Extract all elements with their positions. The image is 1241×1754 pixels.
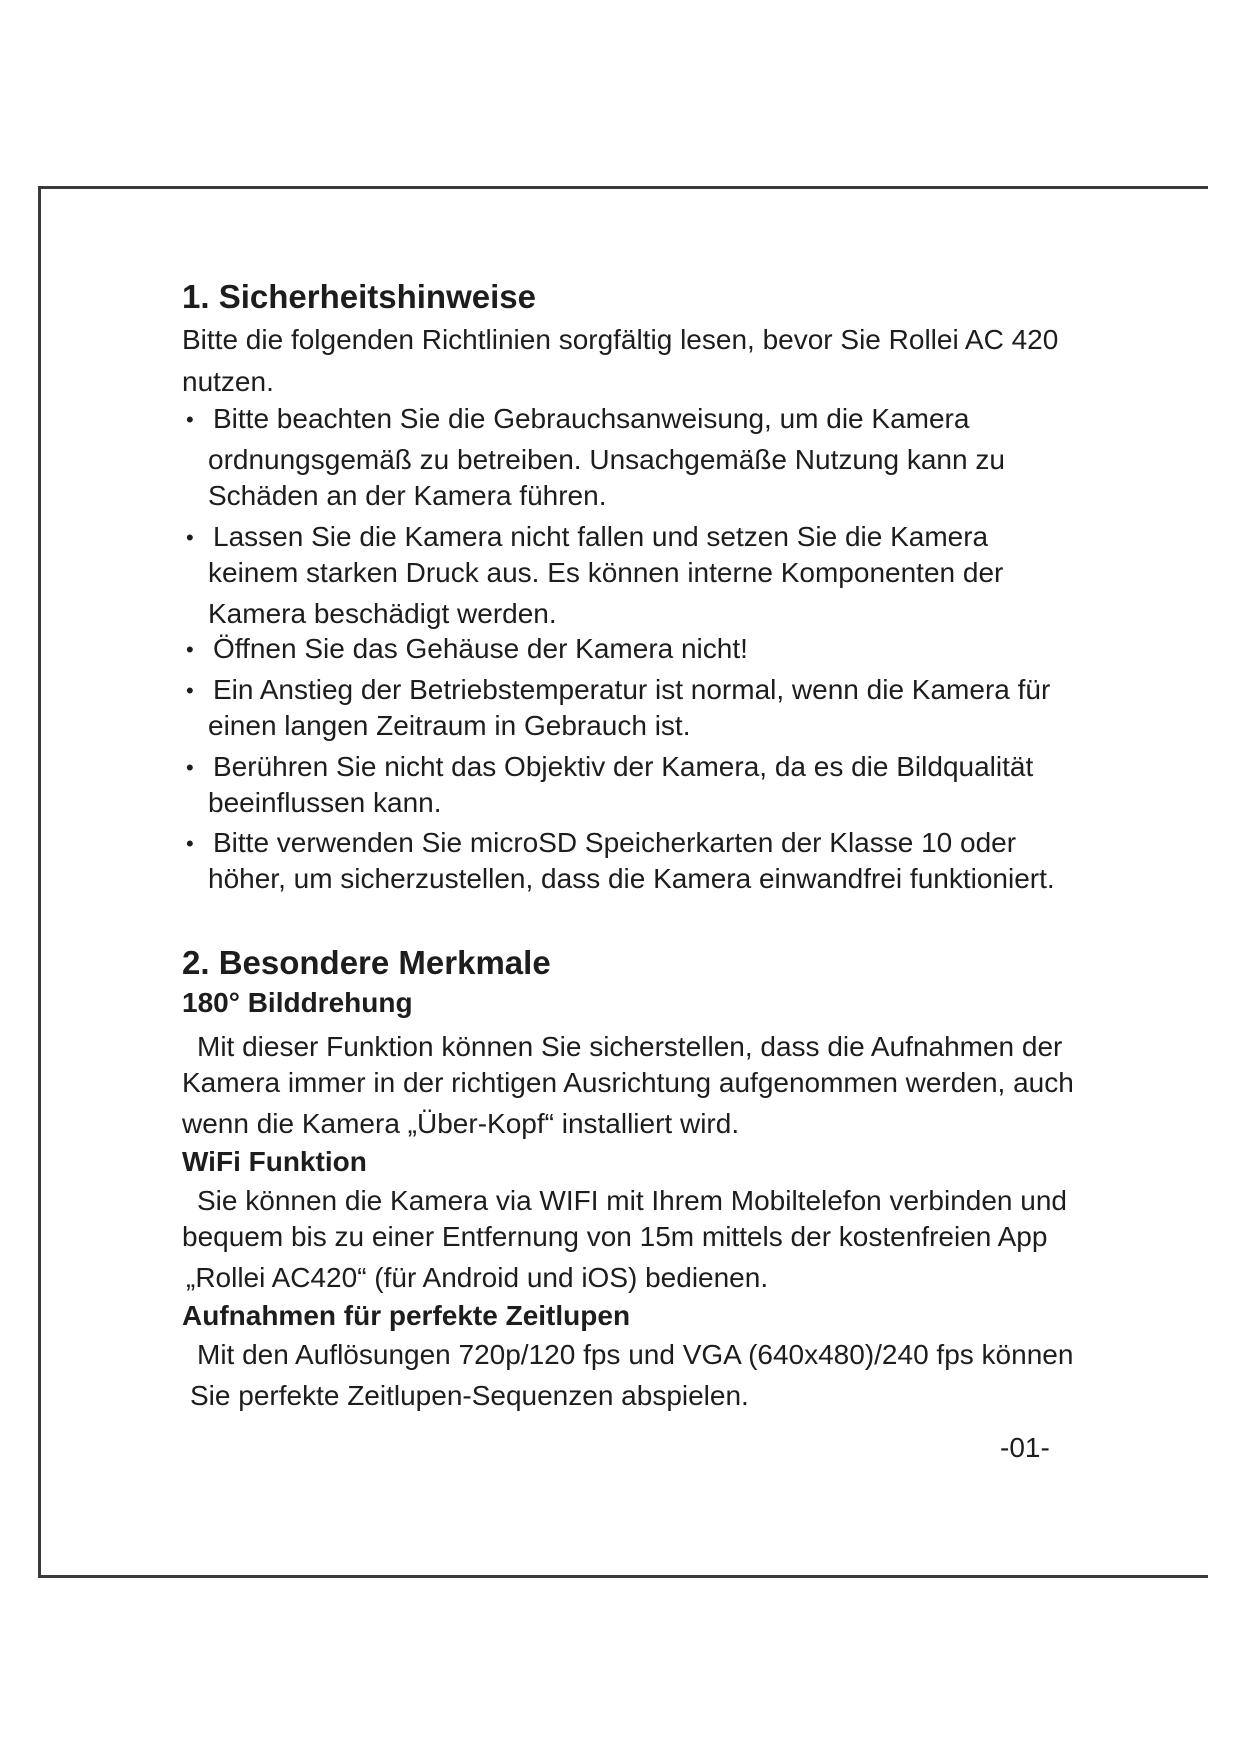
bullet-text: Schäden an der Kamera führen.	[208, 480, 607, 511]
bullet-icon: •	[186, 831, 194, 856]
bullet-icon: •	[186, 755, 194, 780]
feature-text: Kamera immer in der richtigen Ausrichtung aufgenommen werden, auch	[182, 1067, 1074, 1098]
bullet-text: Bitte beachten Sie die Gebrauchsanweisung, um die Kamera	[213, 403, 970, 434]
section-title-features: 2. Besondere Merkmale	[182, 944, 551, 981]
feature-text: Sie können die Kamera via WIFI mit Ihrem Mobiltelefon verbinden und	[197, 1185, 1067, 1216]
bullet-text: höher, um sicherzustellen, dass die Kamera einwandfrei funktioniert.	[208, 863, 1055, 894]
feature-text: Sie perfekte Zeitlupen-Sequenzen abspielen.	[190, 1380, 749, 1411]
feature-text: Mit dieser Funktion können Sie sicherstellen, dass die Aufnahmen der	[197, 1031, 1063, 1062]
feature-text: Mit den Auflösungen 720p/120 fps und VGA (640x480)/240 fps können	[197, 1339, 1074, 1370]
section-title-safety: 1. Sicherheitshinweise	[182, 278, 536, 315]
intro-line: Bitte die folgenden Richtlinien sorgfältig lesen, bevor Sie Rollei AC 420	[182, 324, 1059, 355]
bullet-icon: •	[186, 678, 194, 703]
feature-heading: WiFi Funktion	[182, 1146, 367, 1177]
feature-heading: 180° Bilddrehung	[182, 987, 413, 1018]
bullet-icon: •	[186, 637, 194, 662]
bullet-text: Bitte verwenden Sie microSD Speicherkarten der Klasse 10 oder	[213, 827, 1017, 858]
bullet-text: Berühren Sie nicht das Objektiv der Kamera, da es die Bildqualität	[213, 751, 1034, 782]
feature-text: „Rollei AC420“ (für Android und iOS) bedienen.	[186, 1262, 769, 1293]
bullet-text: keinem starken Druck aus. Es können interne Komponenten der	[208, 557, 1004, 588]
bullet-text: einen langen Zeitraum in Gebrauch ist.	[208, 710, 691, 741]
intro-line: nutzen.	[182, 366, 274, 397]
feature-heading: Aufnahmen für perfekte Zeitlupen	[182, 1300, 631, 1331]
bullet-text: Ein Anstieg der Betriebstemperatur ist normal, wenn die Kamera für	[213, 674, 1051, 705]
feature-text: bequem bis zu einer Entfernung von 15m mittels der kostenfreien App	[182, 1221, 1048, 1252]
bullet-icon: •	[186, 407, 194, 432]
bullet-text: beeinflussen kann.	[208, 787, 442, 818]
bullet-text: Öffnen Sie das Gehäuse der Kamera nicht!	[213, 633, 748, 664]
page-number: -01-	[1000, 1432, 1050, 1463]
bullet-icon: •	[186, 525, 194, 550]
bullet-text: Kamera beschädigt werden.	[208, 598, 557, 629]
bullet-text: ordnungsgemäß zu betreiben. Unsachgemäße Nutzung kann zu	[208, 444, 1005, 475]
feature-text: wenn die Kamera „Über-Kopf“ installiert wird.	[182, 1108, 740, 1139]
bullet-text: Lassen Sie die Kamera nicht fallen und setzen Sie die Kamera	[213, 521, 989, 552]
